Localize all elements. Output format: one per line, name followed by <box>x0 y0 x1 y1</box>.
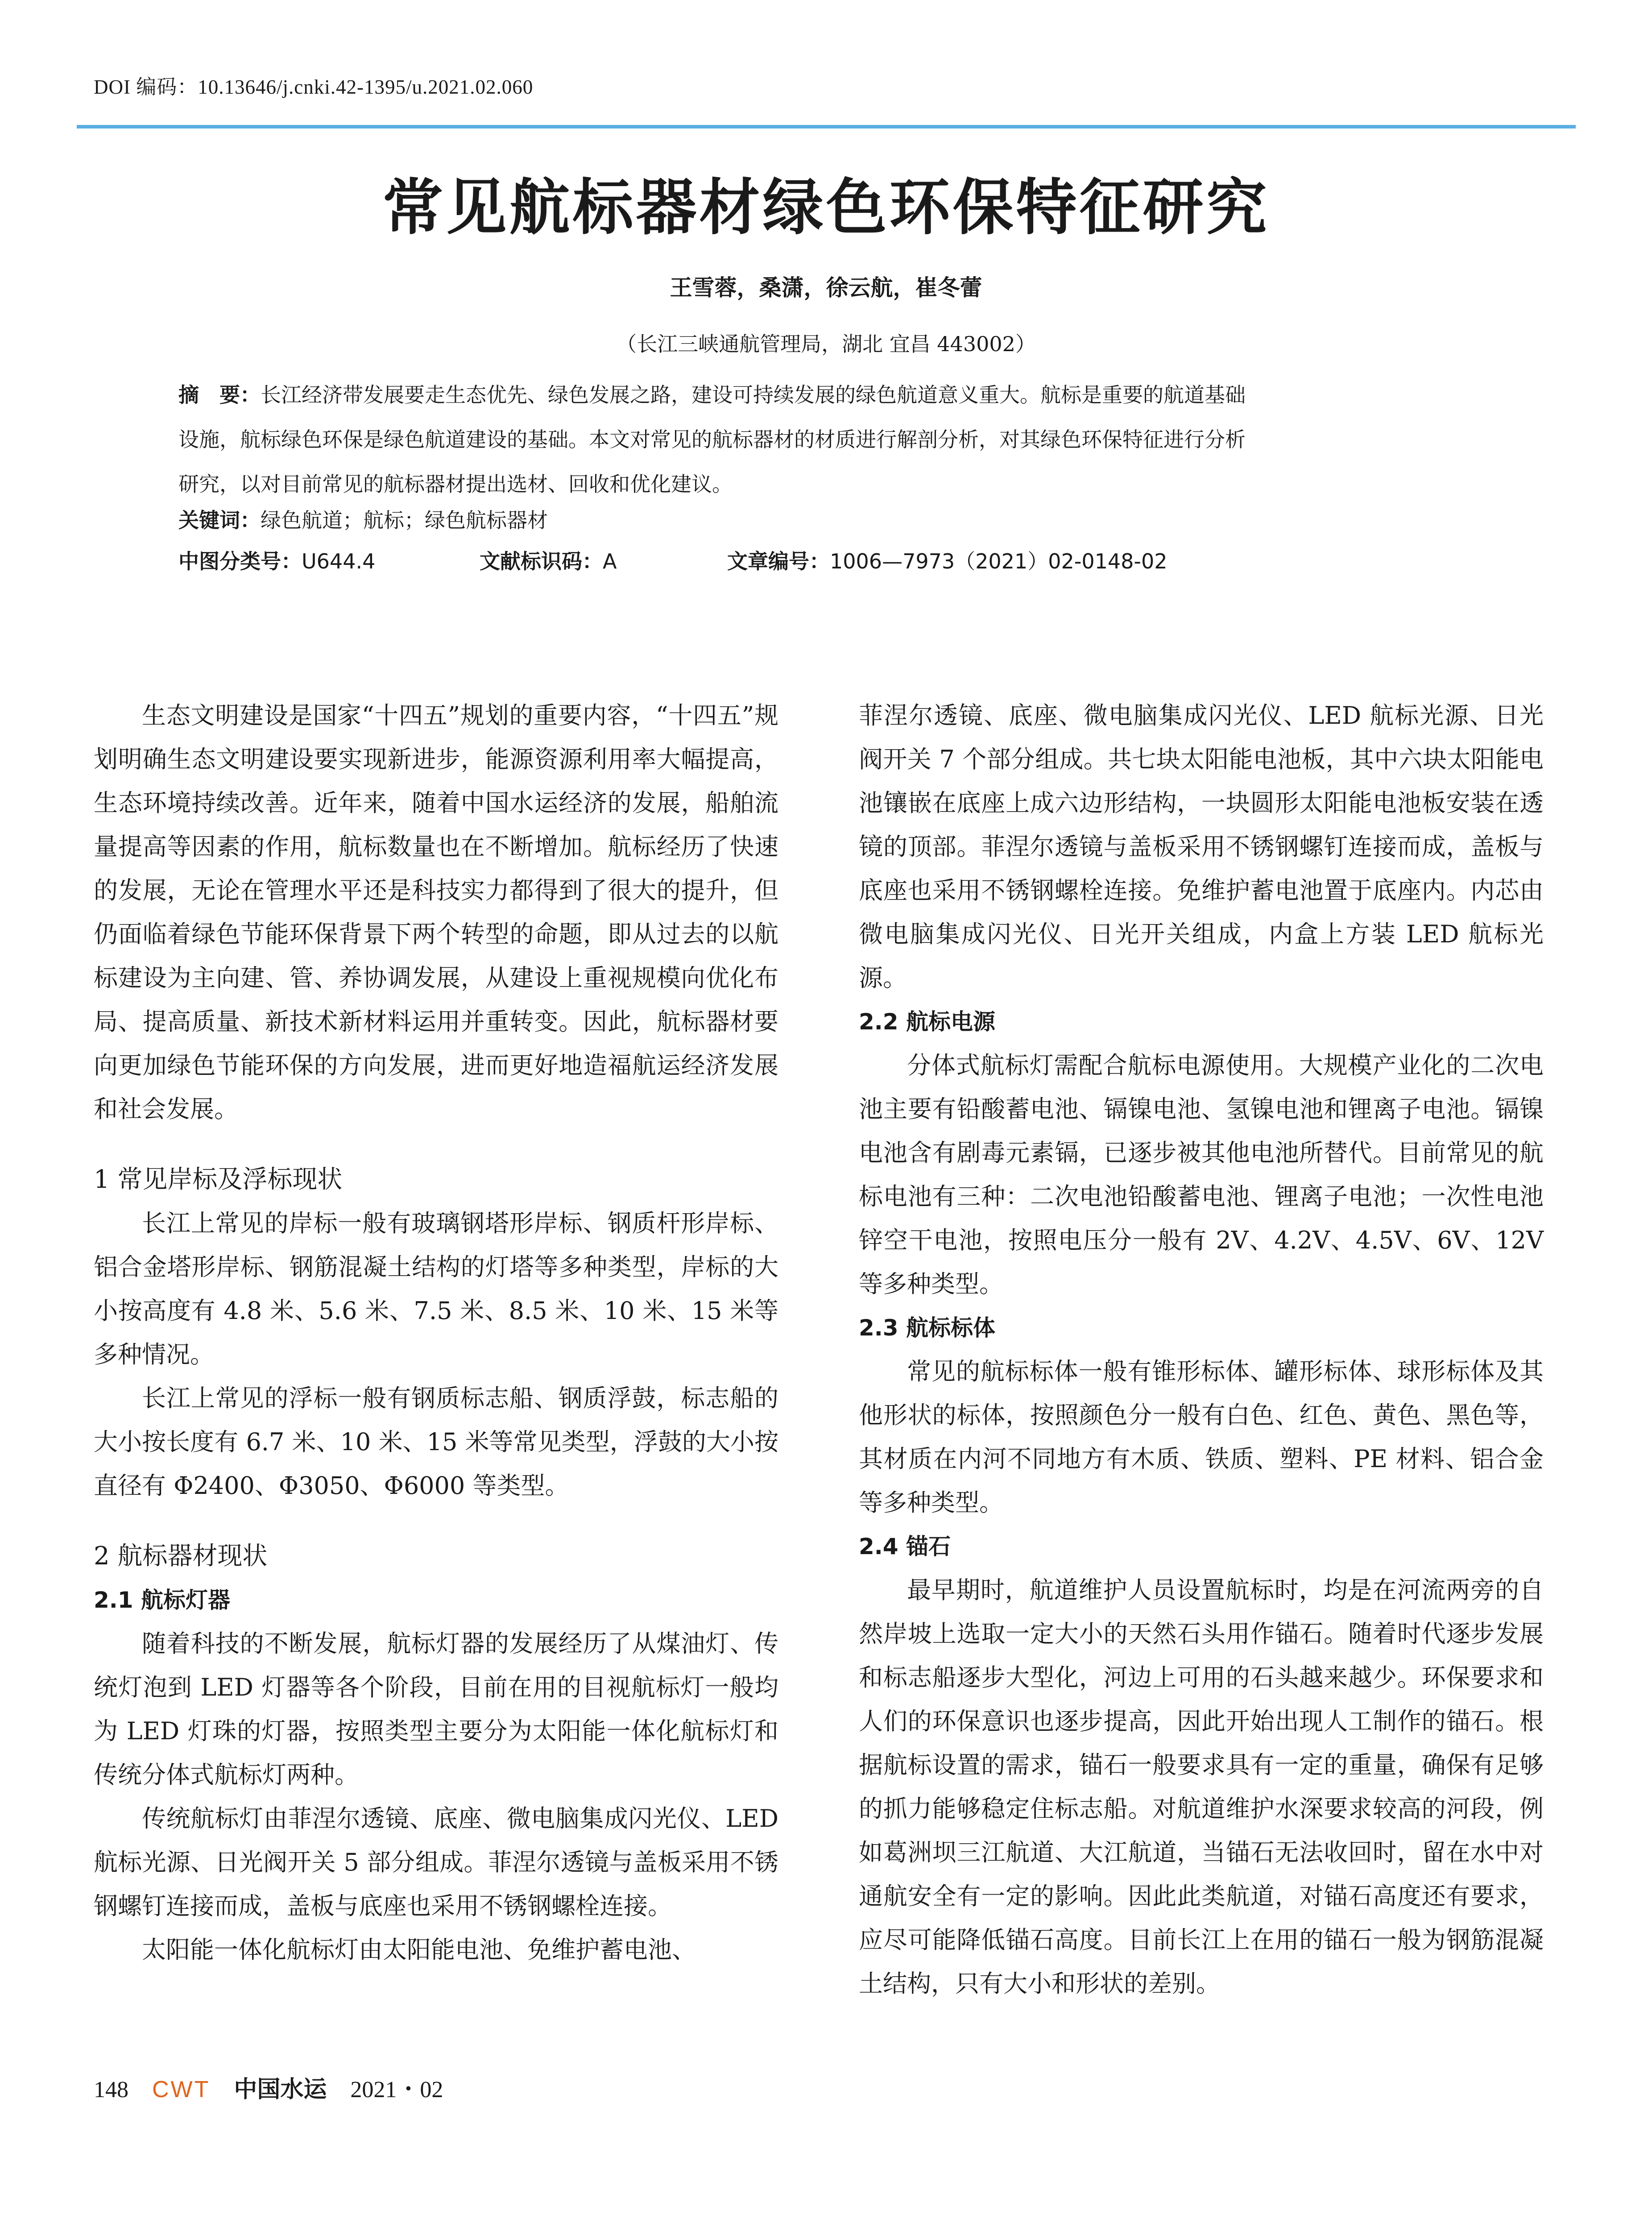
subsection-heading: 2.4 锚石 <box>859 1534 951 1559</box>
paragraph: 随着科技的不断发展，航标灯器的发展经历了从煤油灯、传统灯泡到 LED 灯器等各个阶段，目前在用的目视航标灯一般均为 LED 灯珠的灯器，按照类型主要分为太阳能一体化航标灯和传统分体式航标灯两种。 <box>94 1630 778 1789</box>
article-title: 常见航标器材绿色环保特征研究 <box>382 173 1270 243</box>
paragraph: 菲涅尔透镜、底座、微电脑集成闪光仪、LED 航标光源、日光阀开关 7 个部分组成。共七块太阳能电池板，其中六块太阳能电池镶嵌在底座上成六边形结构，一块圆形太阳能电池板安装在透镜的顶部。菲涅尔透镜与盖板采用不锈钢螺钉连接而成，盖板与底座也采用不锈钢螺栓连接。免维护蓄电池置于底座内。内芯由微电脑集成闪光仪、日光开关组成，内盒上方装 LED 航标光源。 <box>859 701 1544 992</box>
abstract-line: 研究，以对目前常见的航标器材提出选材、回收和优化建议。 <box>178 472 733 496</box>
issue-number: 2021・02 <box>350 2077 443 2102</box>
abstract <box>178 373 1490 506</box>
paragraph: 分体式航标灯需配合航标电源使用。大规模产业化的二次电池主要有铅酸蓄电池、镉镍电池、氢镍电池和锂离子电池。镉镍电池含有剧毒元素镉，已逐步被其他电池所替代。目前常见的航标电池有三种：二次电池铅酸蓄电池、锂离子电池；一次性电池锌空干电池，按照电压分一般有 2V、4.2V、4.5V、6V、12V 等多种类型。 <box>859 1051 1544 1298</box>
affiliation: （长江三峡通航管理局，湖北 宜昌 443002） <box>616 332 1036 356</box>
subsection-heading: 2.2 航标电源 <box>859 1009 995 1035</box>
section-heading: 1 常见岸标及浮标现状 <box>94 1165 343 1194</box>
paragraph: 生态文明建设是国家“十四五”规划的重要内容，“十四五”规划明确生态文明建设要实现新进步，能源资源利用率大幅提高，生态环境持续改善。近年来，随着中国水运经济的发展，船舶流量提高等因素的作用，航标数量也在不断增加。航标经历了快速的发展，无论在管理水平还是科技实力都得到了很大的提升，但仍面临着绿色节能环保背景下两个转型的命题，即从过去的以航标建设为主向建、管、养协调发展，从建设上重视规模向优化布局、提高质量、新技术新材料运用并重转变。因此，航标器材要向更加绿色节能环保的方向发展，进而更好地造福航运经济发展和社会发展。 <box>94 701 778 1123</box>
subsection-heading: 2.1 航标灯器 <box>94 1587 230 1613</box>
journal-name: 中国水运 <box>234 2076 327 2103</box>
abstract-line: 设施，航标绿色环保是绿色航道建设的基础。本文对常见的航标器材的材质进行解剖分析，对其绿色环保特征进行分析 <box>178 427 1246 452</box>
right-column <box>859 694 1544 2006</box>
paragraph: 最早期时，航道维护人员设置航标时，均是在河流两旁的自然岸坡上选取一定大小的天然石头用作锚石。随着时代逐步发展和标志船逐步大型化，河边上可用的石头越来越少。环保要求和人们的环保意识也逐步提高，因此开始出现人工制作的锚石。根据航标设置的需求，锚石一般要求具有一定的重量，确保有足够的抓力能够稳定住标志船。对航道维护水深要求较高的河段，例如葛洲坝三江航道、大江航道，当锚石无法收回时，留在水中对通航安全有一定的影响。因此此类航道，对锚石高度还有要求，应尽可能降低锚石高度。目前长江上在用的锚石一般为钢筋混凝土结构，只有大小和形状的差别。 <box>859 1576 1544 1998</box>
clc-number: 中图分类号：U644.4 <box>178 549 376 573</box>
paragraph: 传统航标灯由菲涅尔透镜、底座、微电脑集成闪光仪、LED 航标光源、日光阀开关 5 部分组成。菲涅尔透镜与盖板采用不锈钢螺钉连接而成，盖板与底座也采用不锈钢螺栓连接。 <box>94 1804 778 1920</box>
doi-line: DOI 编码：10.13646/j.cnki.42-1395/u.2021.02.060 <box>94 76 534 98</box>
brand-logo: CWT <box>152 2077 211 2102</box>
keywords <box>178 504 548 534</box>
subsection-heading: 2.3 航标标体 <box>859 1315 995 1341</box>
authors: 王雪蓉，桑潇，徐云航，崔冬蕾 <box>670 275 982 301</box>
paragraph: 常见的航标标体一般有锥形标体、罐形标体、球形标体及其他形状的标体，按照颜色分一般有白色、红色、黄色、黑色等，其材质在内河不同地方有木质、铁质、塑料、PE 材料、铝合金等多种类型。 <box>859 1357 1544 1517</box>
section-heading: 2 航标器材现状 <box>94 1542 268 1571</box>
keywords-text: 绿色航道；航标；绿色航标器材 <box>261 508 548 532</box>
paragraph: 长江上常见的浮标一般有钢质标志船、钢质浮鼓，标志船的大小按长度有 6.7 米、10 米、15 米等常见类型，浮鼓的大小按直径有 Φ2400、Φ3050、Φ6000 等类型。 <box>94 1384 778 1500</box>
page-number: 148 <box>94 2077 128 2102</box>
abstract-label: 摘 要： <box>178 383 261 407</box>
left-column <box>94 694 778 1972</box>
header-rule <box>77 125 1576 129</box>
paragraph: 长江上常见的岸标一般有玻璃钢塔形岸标、钢质杆形岸标、铝合金塔形岸标、钢筋混凝土结构的灯塔等多种类型，岸标的大小按高度有 4.8 米、5.6 米、7.5 米、8.5 米、10 米、15 米等多种情况。 <box>94 1209 778 1368</box>
page-footer <box>94 2070 461 2104</box>
document-code: 文献标识码：A <box>480 549 617 573</box>
keywords-label: 关键词： <box>178 508 261 532</box>
abstract-line: 摘 要：长江经济带发展要走生态优先、绿色发展之路，建设可持续发展的绿色航道意义重大。航标是重要的航道基础 <box>178 383 1246 407</box>
article-number: 文章编号：1006—7973（2021）02-0148-02 <box>727 549 1168 573</box>
paragraph: 太阳能一体化航标灯由太阳能电池、免维护蓄电池、 <box>142 1936 696 1964</box>
